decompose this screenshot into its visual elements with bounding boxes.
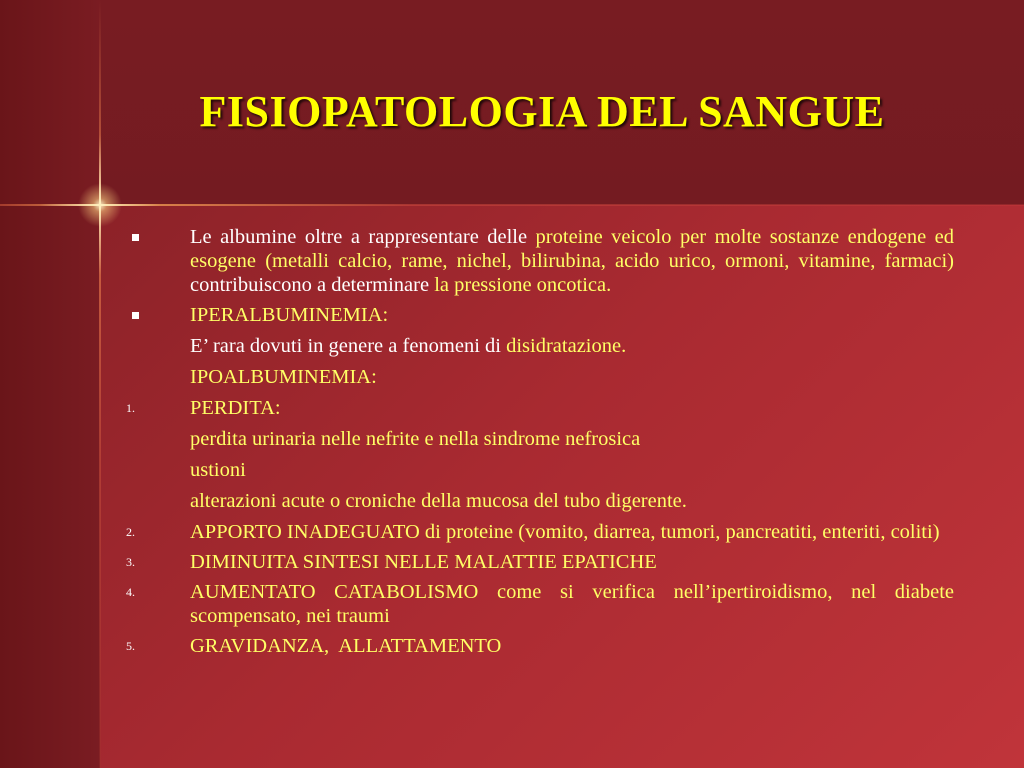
bullet-item-albumine <box>126 225 954 297</box>
numbered-item-2 <box>126 520 954 544</box>
perdita-detail-1 <box>126 427 954 451</box>
number-marker: 5. <box>126 639 135 653</box>
albumine-text-4: la pressione oncotica. <box>434 274 612 296</box>
numbered-item-text: GRAVIDANZA, ALLATTAMENTO <box>190 635 502 657</box>
sparkle-ray-vertical <box>99 135 101 275</box>
perdita-detail-3 <box>126 489 954 513</box>
ipoalbuminemia-heading-text: IPOALBUMINEMIA: <box>190 366 377 388</box>
iperalbuminemia-detail-text: E’ rara dovuti in genere a fenomeni di <box>190 335 507 357</box>
disidratazione-text: disidratazione. <box>506 335 627 357</box>
numbered-item-text: APPORTO INADEGUATO di proteine (vomito, diarrea, tumori, pancreatiti, enteriti, coliti) <box>190 521 940 543</box>
albumine-text-3: contribuiscono a determinare <box>190 274 435 296</box>
perdita-detail-2 <box>126 458 954 482</box>
left-background-band <box>0 0 100 768</box>
number-marker: 2. <box>126 525 135 539</box>
ipoalbuminemia-heading <box>126 365 954 389</box>
number-marker: 4. <box>126 585 135 599</box>
perdita-detail-text: perdita urinaria nelle nefrite e nella sindrome nefrosica <box>190 428 641 450</box>
albumine-text-1: Le albumine oltre a rappresentare delle <box>190 226 536 248</box>
numbered-item-text: DIMINUITA SINTESI NELLE MALATTIE EPATICHE <box>190 551 657 573</box>
perdita-detail-text: alterazioni acute o croniche della mucosa del tubo digerente. <box>190 490 687 512</box>
square-bullet-icon <box>132 312 139 319</box>
square-bullet-icon <box>132 234 139 241</box>
slide-title: FISIOPATOLOGIA DEL SANGUE <box>199 87 885 136</box>
number-marker: 1. <box>126 401 135 415</box>
iperalbuminemia-heading: IPERALBUMINEMIA: <box>190 304 389 326</box>
number-marker: 3. <box>126 555 135 569</box>
numbered-item-text: PERDITA: <box>190 397 281 419</box>
albumine-text-2: proteine veicolo per molte sostanze endogene ed esogene (metalli calcio, rame, nichel, bilirubina, acido urico, ormoni, vitamine, farmaci) <box>190 226 954 272</box>
bullet-item-iperalbuminemia <box>126 303 954 327</box>
iperalbuminemia-detail <box>126 334 954 358</box>
numbered-item-4 <box>126 580 954 628</box>
perdita-detail-text: ustioni <box>190 459 246 481</box>
numbered-item-3 <box>126 550 954 574</box>
numbered-item-5 <box>126 634 954 658</box>
slide-body <box>126 225 954 658</box>
numbered-item-text: AUMENTATO CATABOLISMO come si verifica nell’ipertiroidismo, nel diabete scompensato, nei traumi <box>190 581 954 627</box>
numbered-item-1 <box>126 396 954 420</box>
